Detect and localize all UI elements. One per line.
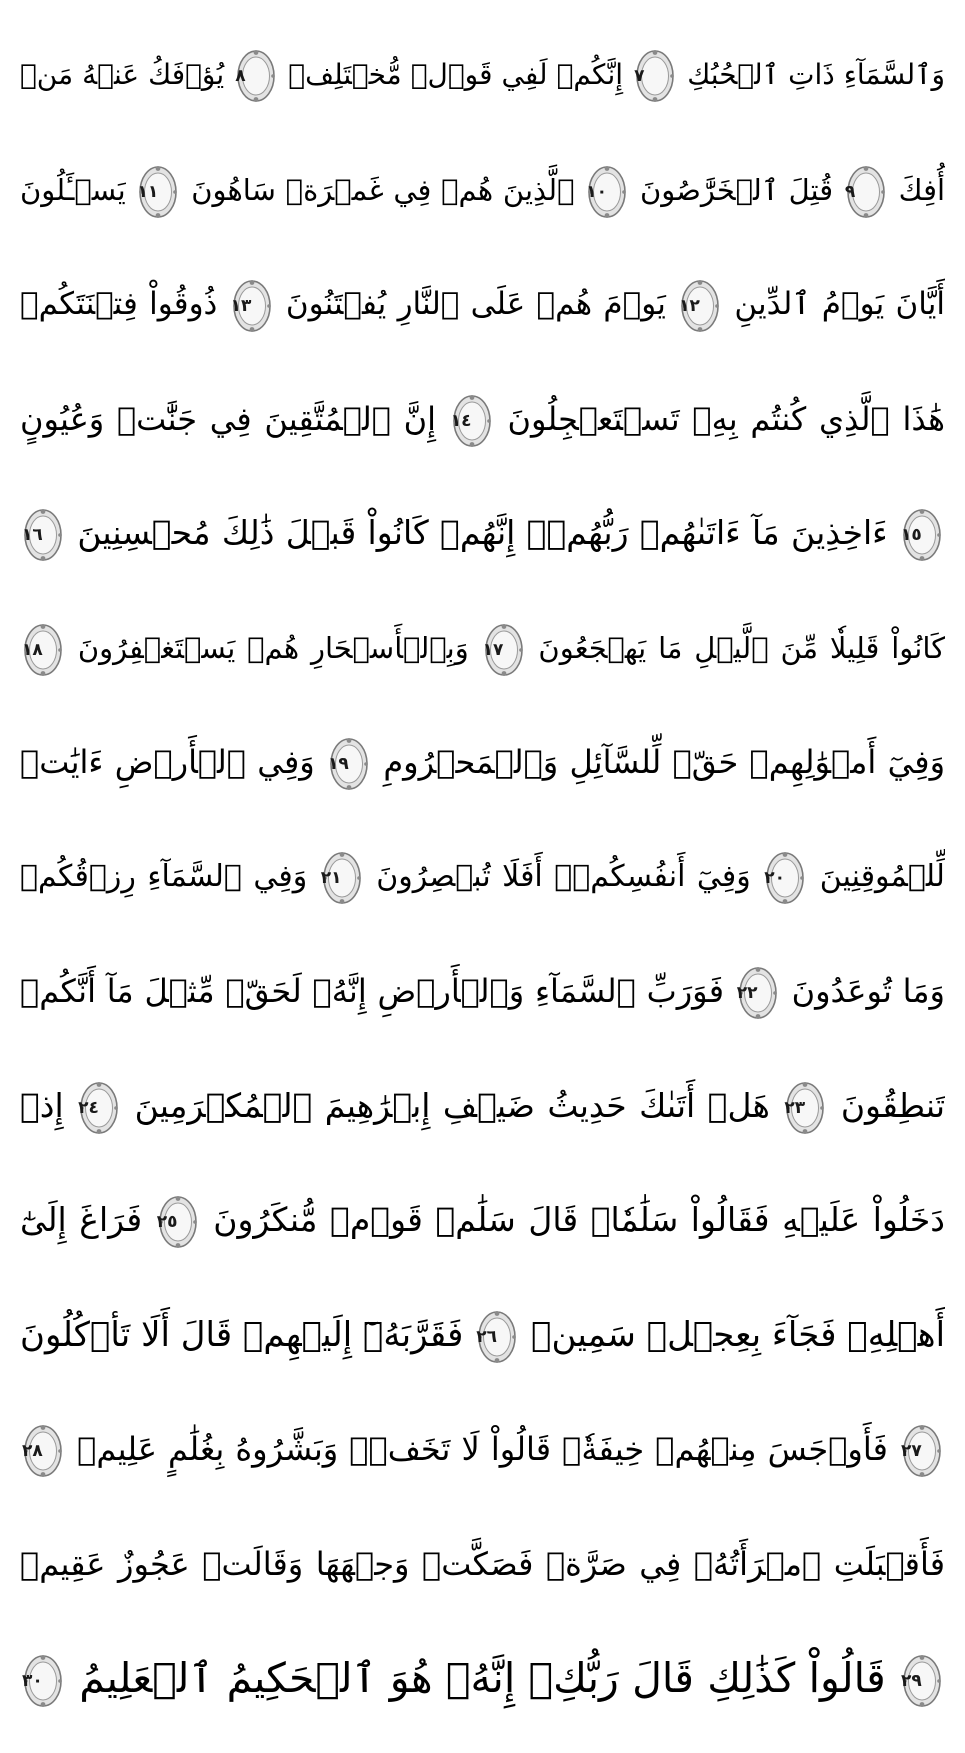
- text-line: [20, 1278, 945, 1392]
- ayah-number: ٢٥: [156, 1211, 178, 1232]
- text-line: [20, 1392, 945, 1506]
- verse-text: ٱلَّذِينَ هُمۡ فِي غَمۡرَةٖ سَاهُونَ: [191, 173, 575, 207]
- verse-text: إِذۡ: [20, 1086, 64, 1125]
- ayah-number-marker: [328, 736, 370, 792]
- ayah-number-marker: [901, 1653, 943, 1709]
- ayah-number-marker: [451, 393, 493, 449]
- ayah-number: ١٢: [679, 295, 700, 316]
- verse-text: تَنطِقُونَ: [840, 1086, 945, 1125]
- verse-text: قَالُواْ كَذَٰلِكِ قَالَ رَبُّكِۖ إِنَّهُۥ هُوَ ٱلۡحَكِيمُ ٱلۡعَلِيمُ: [79, 1654, 886, 1702]
- verse-text: كَانُواْ قَلِيلٗا مِّنَ ٱلَّيۡلِ مَا يَهۡجَعُونَ: [538, 631, 945, 665]
- ayah-number-marker: [78, 1080, 120, 1136]
- verse-text: إِنَّ ٱلۡمُتَّقِينَ فِي جَنَّٰتٖ وَعُيُونٍ: [20, 400, 437, 438]
- ayah-number: ٢٨: [22, 1441, 43, 1461]
- verse-text: فَوَرَبِّ ٱلسَّمَآءِ وَٱلۡأَرۡضِ إِنَّهُۥ لَحَقّٞ مِّثۡلَ مَآ أَنَّكُمۡ: [20, 972, 724, 1010]
- ayah-number: ١٩: [328, 754, 349, 774]
- ayah-number-marker: [764, 850, 806, 906]
- ayah-number: ١٣: [230, 295, 252, 316]
- ayah-number-marker: [901, 507, 943, 563]
- text-line: [20, 1163, 945, 1277]
- verse-text: فَرَاغَ إِلَىٰٓ: [20, 1200, 143, 1239]
- ayah-number: ١٧: [482, 640, 504, 660]
- verse-text: ذُوقُواْ فِتۡنَتَكُمۡ: [20, 286, 218, 322]
- text-line: [20, 247, 945, 361]
- ayah-number: ٢١: [320, 867, 342, 888]
- verse-text: وَفِي ٱلسَّمَآءِ رِزۡقُكُمۡ: [20, 859, 308, 894]
- ayah-number: ٢٤: [78, 1097, 99, 1118]
- ayah-number-marker: [845, 164, 887, 220]
- verse-text: ءَاخِذِينَ مَآ ءَاتَىٰهُمۡ رَبُّهُمۡۚ إِنَّهُمۡ كَانُواْ قَبۡلَ ذَٰلِكَ مُحۡسِنِينَ: [77, 513, 888, 552]
- verse-text: أُفِكَ: [898, 173, 945, 207]
- text-line: [20, 1621, 945, 1735]
- verse-text: وَفِيٓ أَنفُسِكُمۡۚ أَفَلَا تُبۡصِرُونَ: [376, 859, 751, 894]
- ayah-number-marker: [231, 278, 273, 334]
- ayah-number: ٢٣: [784, 1097, 806, 1118]
- ayah-number: ٣٠: [22, 1671, 43, 1691]
- text-line: [20, 133, 945, 247]
- verse-text: وَفِيٓ أَمۡوَٰلِهِمۡ حَقّٞ لِّلسَّآئِلِ وَٱلۡمَحۡرُومِ: [383, 743, 945, 781]
- ayah-number: ٨: [235, 66, 246, 86]
- text-line: [20, 1049, 945, 1163]
- ayah-number: ٧: [634, 66, 645, 86]
- verse-text: فَأَقۡبَلَتِ ٱمۡرَأَتُهُۥ فِي صَرَّةٖ فَصَكَّتۡ وَجۡهَهَا وَقَالَتۡ عَجُوزٌ عَقِيمٞ: [20, 1545, 945, 1583]
- ayah-number: ٢٧: [901, 1441, 922, 1461]
- ayah-number-marker: [235, 48, 277, 104]
- ayah-number: ١٥: [901, 524, 922, 545]
- verse-text: وَفِي ٱلۡأَرۡضِ ءَايَٰتٞ: [20, 743, 315, 781]
- verse-text: يَوۡمَ هُمۡ عَلَى ٱلنَّارِ يُفۡتَنُونَ: [285, 286, 666, 322]
- ayah-number: ١٦: [22, 524, 43, 545]
- ayah-number-marker: [22, 507, 64, 563]
- verse-text: أَهۡلِهِۦ فَجَآءَ بِعِجۡلٖ سَمِينٖ: [531, 1315, 945, 1355]
- ayah-number-marker: [679, 278, 721, 334]
- ayah-number-marker: [634, 48, 676, 104]
- ayah-number-marker: [586, 164, 628, 220]
- verse-text: فَقَرَّبَهُۥٓ إِلَيۡهِمۡ قَالَ أَلَا تَأۡكُلُونَ: [20, 1315, 464, 1355]
- verse-text: هَلۡ أَتَىٰكَ حَدِيثُ ضَيۡفِ إِبۡرَٰهِيمَ ٱلۡمُكۡرَمِينَ: [134, 1086, 770, 1125]
- ayah-number: ١١: [137, 182, 159, 202]
- verse-text: فَأَوۡجَسَ مِنۡهُمۡ خِيفَةٗۖ قَالُواْ لَا تَخَفۡۖ وَبَشَّرُوهُ بِغُلَٰمٍ عَلِيمٖ: [77, 1430, 888, 1468]
- verse-text: يَسۡـَٔلُونَ: [20, 173, 126, 207]
- ayah-number-marker: [22, 1423, 64, 1479]
- ayah-number: ٢٦: [476, 1326, 497, 1347]
- ayah-number: ١٠: [586, 182, 607, 202]
- verse-text: وَبِٱلۡأَسۡحَارِ هُمۡ يَسۡتَغۡفِرُونَ: [77, 631, 469, 665]
- ayah-number-marker: [137, 164, 179, 220]
- ayah-number-marker: [22, 1653, 64, 1709]
- ayah-number-marker: [901, 1423, 943, 1479]
- verse-text: دَخَلُواْ عَلَيۡهِ فَقَالُواْ سَلَٰمٗاۖ قَالَ سَلَٰمٞ قَوۡمٞ مُّنكَرُونَ: [213, 1200, 945, 1239]
- ayah-number: ٩: [844, 182, 856, 202]
- text-line: [20, 934, 945, 1048]
- verse-text: وَٱلسَّمَآءِ ذَاتِ ٱلۡحُبُكِ: [687, 58, 945, 91]
- verse-text: لِّلۡمُوقِنِينَ: [819, 859, 945, 894]
- text-line: [20, 591, 945, 705]
- text-line: [20, 18, 945, 132]
- quran-text-block: [20, 18, 945, 1738]
- ayah-number-marker: [784, 1080, 826, 1136]
- text-line: [20, 705, 945, 819]
- text-line: [20, 820, 945, 934]
- ayah-number-marker: [321, 850, 363, 906]
- ayah-number-marker: [157, 1194, 199, 1250]
- ayah-number-marker: [22, 622, 64, 678]
- verse-text: أَيَّانَ يَوۡمُ ٱلدِّينِ: [734, 286, 945, 322]
- text-line: [20, 1507, 945, 1621]
- ayah-number: ٢٠: [764, 867, 786, 888]
- ayah-number-marker: [737, 965, 779, 1021]
- text-line: [20, 476, 945, 590]
- ayah-number: ٢٩: [901, 1671, 922, 1691]
- ayah-number-marker: [476, 1309, 518, 1365]
- verse-text: قُتِلَ ٱلۡخَرَّٰصُونَ: [639, 173, 834, 207]
- ayah-number: ١٨: [22, 640, 43, 660]
- verse-text: وَمَا تُوعَدُونَ: [791, 972, 945, 1010]
- ayah-number: ٢٢: [736, 983, 758, 1003]
- verse-text: إِنَّكُمۡ لَفِي قَوۡلٖ مُّخۡتَلِفٖ: [288, 58, 624, 91]
- verse-text: يُؤۡفَكُ عَنۡهُ مَنۡ: [20, 58, 225, 91]
- ayah-number-marker: [483, 622, 525, 678]
- ayah-number: ١٤: [450, 411, 472, 431]
- verse-text: هَٰذَا ٱلَّذِي كُنتُم بِهِۦ تَسۡتَعۡجِلُونَ: [507, 400, 945, 438]
- text-line: [20, 362, 945, 476]
